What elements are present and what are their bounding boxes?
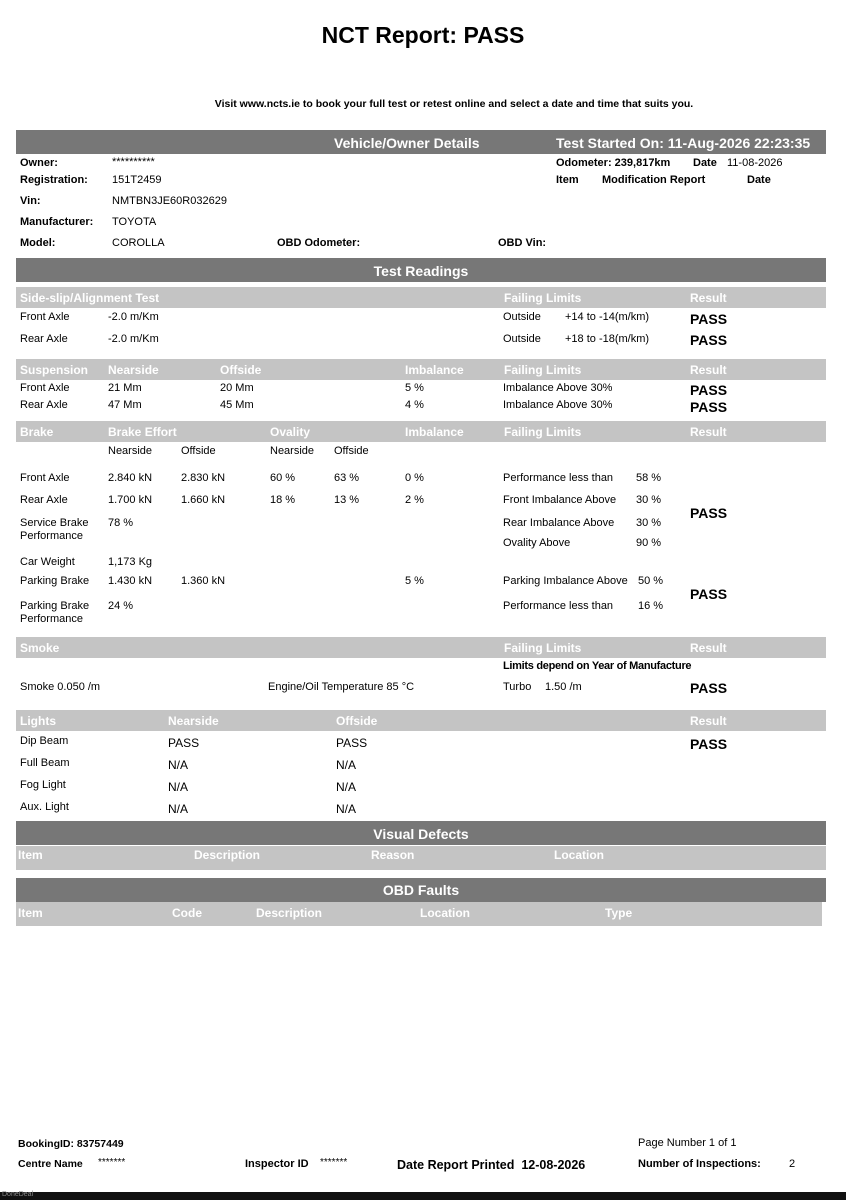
brake-limit-performance-value: 58 %: [636, 472, 662, 484]
smoke-value: Smoke 0.050 /m: [20, 681, 101, 693]
parking-brake-imb: 5 %: [405, 575, 424, 587]
lights-title: Lights: [20, 714, 56, 728]
suspension-title: Suspension: [20, 363, 89, 377]
turbo-value: 1.50 /m: [545, 681, 582, 693]
vehicle-owner-heading: Vehicle/Owner Details: [334, 135, 480, 151]
model-label: Model:: [20, 237, 56, 249]
obd-col-code: Code: [172, 906, 202, 920]
brake-sub-offside: Offside: [181, 445, 216, 457]
suspension-failing-limits: Failing Limits: [504, 363, 582, 377]
brake-limit-ovality: Ovality Above: [503, 537, 571, 549]
watermark: DoneDeal: [2, 1191, 34, 1198]
full-beam-off: N/A: [336, 758, 357, 772]
sideslip-front-value: -2.0 m/Km: [108, 311, 159, 323]
parking-perf-limit: Performance less than: [503, 600, 614, 612]
engine-oil-temperature: Engine/Oil Temperature 85 °C: [268, 681, 415, 693]
inspections-value: 2: [789, 1158, 796, 1170]
smoke-title: Smoke: [20, 641, 60, 655]
centre-name-label: Centre Name: [18, 1158, 83, 1170]
suspension-front-limit: Imbalance Above 30%: [503, 382, 613, 394]
vd-col-location: Location: [554, 848, 604, 862]
brake-rear-near: 1.700 kN: [108, 494, 153, 506]
obd-col-location: Location: [420, 906, 470, 920]
registration-label: Registration:: [20, 174, 88, 186]
sideslip-rear-value: -2.0 m/Km: [108, 333, 159, 345]
sideslip-rear-range: +18 to -18(m/km): [565, 333, 650, 345]
brake-front-near: 2.840 kN: [108, 472, 153, 484]
aux-light-off: N/A: [336, 802, 357, 816]
dip-beam-near: PASS: [168, 736, 200, 750]
date-label: Date: [693, 157, 717, 169]
sideslip-result-header: Result: [690, 291, 727, 305]
sideslip-front-result: PASS: [690, 311, 728, 327]
lights-result-header: Result: [690, 714, 727, 728]
vin-value: NMTBN3JE60R032629: [112, 195, 227, 207]
modification-report-label: Modification Report: [602, 174, 706, 186]
manufacturer-label: Manufacturer:: [20, 216, 94, 228]
owner-value: **********: [112, 156, 155, 168]
test-started: Test Started On: 11-Aug-2026 22:23:35: [556, 135, 811, 151]
test-readings-heading: Test Readings: [373, 263, 469, 279]
brake-limit-front-imbalance: Front Imbalance Above: [503, 494, 617, 506]
dip-beam-label: Dip Beam: [20, 735, 69, 747]
smoke-result-header: Result: [690, 641, 727, 655]
visual-defects-columns: [16, 846, 826, 870]
sideslip-title: Side-slip/Alignment Test: [20, 291, 160, 305]
brake-rear-ov-near: 18 %: [270, 494, 296, 506]
brake-front-ov-near: 60 %: [270, 472, 296, 484]
brake-rear-off: 1.660 kN: [181, 494, 226, 506]
booking-id: BookingID: 83757449: [18, 1138, 124, 1150]
full-beam-label: Full Beam: [20, 757, 70, 769]
obd-faults-header: [16, 878, 826, 902]
brake-imbalance-header: Imbalance: [405, 425, 464, 439]
brake-effort-header: Brake Effort: [108, 425, 177, 439]
registration-value: 151T2459: [112, 174, 162, 186]
service-brake-label-2: Performance: [20, 530, 83, 542]
inspector-id-label: Inspector ID: [245, 1158, 309, 1170]
brake-limit-performance: Performance less than: [503, 472, 614, 484]
parking-perf-limit-value: 16 %: [638, 600, 664, 612]
service-brake-label-1: Service Brake: [20, 517, 89, 529]
obd-col-item: Item: [18, 906, 43, 920]
brake-limit-ovality-value: 90 %: [636, 537, 662, 549]
obd-faults-columns: [16, 902, 822, 926]
parking-brake-off: 1.360 kN: [181, 575, 226, 587]
sideslip-rear-label: Rear Axle: [20, 333, 68, 345]
sideslip-failing-limits: Failing Limits: [504, 291, 582, 305]
suspension-rear-imb: 4 %: [405, 399, 424, 411]
brake-rear-ov-off: 13 %: [334, 494, 360, 506]
suspension-rear-off: 45 Mm: [220, 399, 254, 411]
owner-label: Owner:: [20, 157, 58, 169]
sideslip-front-label: Front Axle: [20, 311, 70, 323]
visual-defects-heading: Visual Defects: [373, 826, 469, 842]
sideslip-front-range: +14 to -14(m/km): [565, 311, 650, 323]
service-brake-value: 78 %: [108, 517, 134, 529]
sideslip-rear-result: PASS: [690, 332, 728, 348]
smoke-limits-note: Limits depend on Year of Manufacture: [503, 660, 692, 672]
sideslip-rear-cond: Outside: [503, 333, 541, 345]
fog-light-near: N/A: [168, 780, 189, 794]
suspension-front-result: PASS: [690, 382, 728, 398]
car-weight-label: Car Weight: [20, 556, 75, 568]
dip-beam-off: PASS: [336, 736, 368, 750]
lights-result: PASS: [690, 736, 728, 752]
brake-failing-limits: Failing Limits: [504, 425, 582, 439]
inspections-label: Number of Inspections:: [638, 1158, 761, 1170]
suspension-front-off: 20 Mm: [220, 382, 254, 394]
model-value: COROLLA: [112, 237, 165, 249]
brake-limit-rear-imbalance: Rear Imbalance Above: [503, 517, 615, 529]
parking-imbalance-limit: Parking Imbalance Above: [503, 575, 628, 587]
suspension-result-header: Result: [690, 363, 727, 377]
parking-brake-near: 1.430 kN: [108, 575, 153, 587]
suspension-header: [16, 359, 826, 380]
odometer: Odometer: 239,817km: [556, 157, 671, 169]
suspension-rear-label: Rear Axle: [20, 399, 68, 411]
fog-light-label: Fog Light: [20, 779, 66, 791]
brake-rear-imb: 2 %: [405, 494, 424, 506]
brake-front-off: 2.830 kN: [181, 472, 226, 484]
brake-limit-front-imbalance-value: 30 %: [636, 494, 662, 506]
full-beam-near: N/A: [168, 758, 189, 772]
brake-ovality-header: Ovality: [270, 425, 311, 439]
brake-result-header: Result: [690, 425, 727, 439]
page-title: NCT Report: PASS: [321, 22, 525, 48]
smoke-header: [16, 637, 826, 658]
aux-light-label: Aux. Light: [20, 801, 69, 813]
vd-col-item: Item: [18, 848, 43, 862]
parking-perf-value: 24 %: [108, 600, 134, 612]
vd-col-description: Description: [194, 848, 261, 862]
parking-imbalance-limit-value: 50 %: [638, 575, 664, 587]
brake-front-label: Front Axle: [20, 472, 70, 484]
test-readings-header: [16, 258, 826, 282]
brake-header: [16, 421, 826, 442]
suspension-imbalance-header: Imbalance: [405, 363, 464, 377]
fog-light-off: N/A: [336, 780, 357, 794]
brake-sub-nearside: Nearside: [108, 445, 153, 457]
obd-col-description: Description: [256, 906, 323, 920]
parking-perf-label-2: Performance: [20, 613, 83, 625]
suspension-front-label: Front Axle: [20, 382, 70, 394]
suspension-nearside-header: Nearside: [108, 363, 159, 377]
page-number: Page Number 1 of 1: [638, 1137, 737, 1149]
vin-label: Vin:: [20, 195, 41, 207]
lights-nearside-header: Nearside: [168, 714, 219, 728]
manufacturer-value: TOYOTA: [112, 216, 157, 228]
modification-date-label: Date: [747, 174, 771, 186]
lights-header: [16, 710, 826, 731]
date-report-printed: Date Report Printed 12-08-2026: [397, 1158, 586, 1172]
suspension-offside-header: Offside: [220, 363, 262, 377]
aux-light-near: N/A: [168, 802, 189, 816]
brake-rear-label: Rear Axle: [20, 494, 68, 506]
ovality-sub-nearside: Nearside: [270, 445, 315, 457]
turbo-label: Turbo: [503, 681, 532, 693]
inspector-id-value: *******: [320, 1157, 348, 1168]
item-label: Item: [556, 174, 579, 186]
service-brake-result: PASS: [690, 505, 728, 521]
bottom-strip: [0, 1192, 846, 1200]
brake-limit-rear-imbalance-value: 30 %: [636, 517, 662, 529]
brake-title: Brake: [20, 425, 54, 439]
car-weight-value: 1,173 Kg: [108, 556, 153, 568]
sideslip-header: [16, 287, 826, 308]
date-value: 11-08-2026: [727, 157, 783, 169]
parking-brake-result: PASS: [690, 586, 728, 602]
visual-defects-header: [16, 821, 826, 845]
vd-col-reason: Reason: [371, 848, 415, 862]
centre-name-value: *******: [98, 1157, 126, 1168]
obd-faults-heading: OBD Faults: [382, 882, 460, 898]
sideslip-front-cond: Outside: [503, 311, 541, 323]
suspension-front-imb: 5 %: [405, 382, 424, 394]
suspension-front-near: 21 Mm: [108, 382, 142, 394]
smoke-failing-limits: Failing Limits: [504, 641, 582, 655]
suspension-rear-near: 47 Mm: [108, 399, 142, 411]
brake-front-imb: 0 %: [405, 472, 424, 484]
vehicle-owner-header: [16, 130, 826, 154]
parking-perf-label-1: Parking Brake: [20, 600, 90, 612]
obd-col-type: Type: [605, 906, 633, 920]
suspension-rear-limit: Imbalance Above 30%: [503, 399, 613, 411]
ovality-sub-offside: Offside: [334, 445, 369, 457]
smoke-result: PASS: [690, 680, 728, 696]
brake-front-ov-off: 63 %: [334, 472, 360, 484]
suspension-rear-result: PASS: [690, 399, 728, 415]
obd-odometer-label: OBD Odometer:: [277, 237, 361, 249]
booking-notice: Visit www.ncts.ie to book your full test or retest online and select a date and time that suits you.: [214, 98, 694, 110]
lights-offside-header: Offside: [336, 714, 378, 728]
obd-vin-label: OBD Vin:: [498, 237, 547, 249]
parking-brake-label: Parking Brake: [20, 575, 90, 587]
